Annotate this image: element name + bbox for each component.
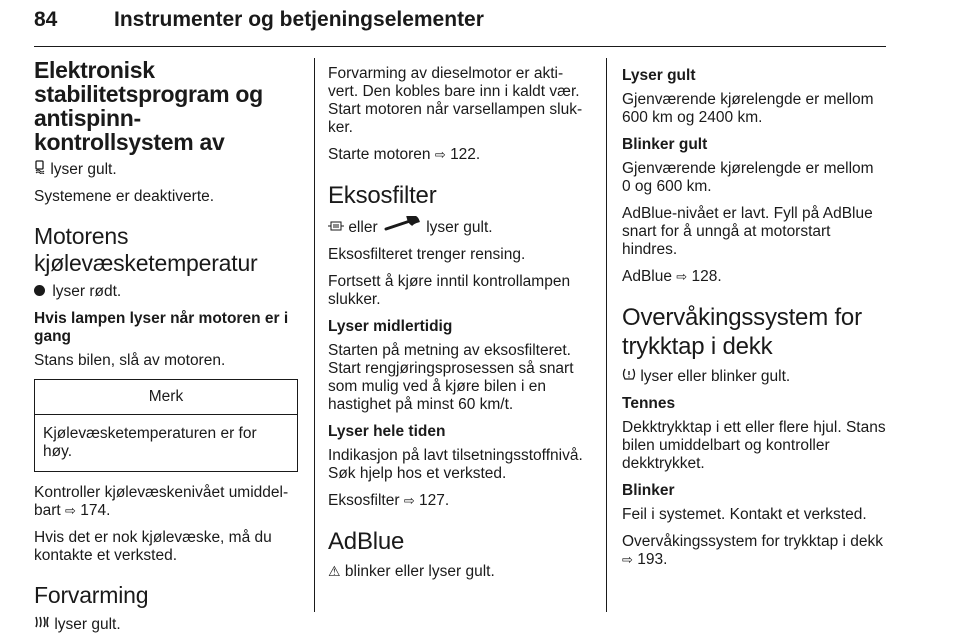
preheat-status: lyser gult. (34, 615, 298, 634)
adblue-heading: AdBlue (328, 528, 405, 555)
coolant-workshop: Hvis det er nok kjølevæske, må du kontakte et verksted. (34, 529, 272, 564)
temporary-heading: Lyser midlertidig (328, 318, 453, 335)
header-rule (34, 46, 886, 47)
note-text: Kjølevæsketemperaturen er for høy. (43, 425, 257, 460)
arrow-right-icon: ⇨ (65, 503, 76, 518)
start-engine-ref: Starte motoren ⇨ 122. (328, 146, 481, 163)
page-reference[interactable]: 193. (637, 551, 668, 568)
adblue-status: ⚠ blinker eller lyser gult. (328, 563, 495, 580)
esp-status: lyser gult. (34, 160, 298, 179)
coolant-heading: Motorens kjølevæsketemperatur (34, 223, 258, 276)
yellow-heading: Lyser gult (622, 67, 696, 84)
coolant-status: lyser rødt. (34, 283, 298, 301)
blink-yellow-text: Gjenværende kjørelengde er mellom 0 og 600 km. (622, 160, 874, 195)
coolant-subheading: Hvis lampen lyser når motoren er i gang (34, 310, 289, 345)
note-heading: Merk (35, 380, 297, 415)
temporary-text: Starten på metning av eksosfilteret. Start rengjøringsprosessen så snart som mulig ved å kjøre bilen i en hastighet på minst 60 km/t. (328, 342, 574, 413)
blink-yellow-heading: Blinker gult (622, 136, 708, 153)
constant-text: Indikasjon på lavt tilsetningsstoffnivå. Søk hjelp hos et verksted. (328, 447, 583, 482)
adblue-icon: ⚠ (328, 563, 341, 579)
red-dot-icon (34, 285, 45, 296)
tpms-reference: Overvåkingssystem for trykktap i dekk ⇨ 193. (622, 533, 883, 568)
coolant-check: Kontroller kjølevæskenivået umiddel-bart ⇨ 174. (34, 484, 289, 519)
esp-heading: Elektronisk stabilitetsprogram og antispinn-kontrollsystem av (34, 57, 263, 155)
dpf-heading: Eksosfilter (328, 182, 437, 209)
arrow-right-icon: ⇨ (403, 493, 415, 508)
arrow-right-icon: ⇨ (622, 552, 633, 567)
arrow-right-icon: ⇨ (434, 147, 446, 162)
dpf-reference: Eksosfilter ⇨ 127. (328, 492, 450, 509)
esp-off-icon (34, 160, 46, 179)
adblue-reference: AdBlue ⇨ 128. (622, 268, 722, 285)
tpms-status: lyser eller blinker gult. (622, 367, 886, 386)
dpf-clean-text: Eksosfilteret trenger rensing. (328, 246, 526, 263)
dpf-continue-text: Fortsett å kjøre inntil kontrollampen slukker. (328, 273, 571, 308)
page-reference[interactable]: 174. (80, 502, 111, 519)
tpms-heading: Overvåkingssystem for trykktap i dekk (622, 304, 862, 360)
column-2 (328, 60, 590, 590)
yellow-text: Gjenværende kjørelengde er mellom 600 km og 2400 km. (622, 91, 874, 126)
wrench-icon (382, 216, 422, 237)
page-header (34, 6, 886, 46)
page-reference[interactable]: 122. (450, 146, 481, 163)
blinker-text: Feil i systemet. Kontakt et verksted. (622, 506, 867, 523)
page-reference[interactable]: 128. (691, 268, 722, 285)
dpf-status: eller lyser gult. (328, 216, 590, 237)
preheat-heading: Forvarming (34, 582, 149, 608)
column-1 (34, 57, 298, 643)
on-text: Dekktrykktap i ett eller flere hjul. Stans bilen umiddelbart og kontroller dekktrykket. (622, 419, 886, 472)
tire-pressure-icon (622, 367, 636, 386)
preheat-info: Forvarming av dieselmotor er akti-vert. Den kobles bare inn i kaldt vær. Start motoren når varsellampen sluk-ker. (328, 65, 583, 136)
page-number: 84 (34, 8, 58, 31)
column-divider (314, 58, 315, 612)
glow-plug-icon (34, 615, 50, 634)
exhaust-filter-icon (328, 219, 344, 237)
constant-heading: Lyser hele tiden (328, 423, 446, 440)
note-box (34, 379, 298, 472)
esp-info: Systemene er deaktiverte. (34, 188, 215, 205)
chapter-title: Instrumenter og betjeningselementer (114, 8, 484, 31)
adblue-low-text: AdBlue-nivået er lavt. Fyll på AdBlue snart for å unngå at motorstart hindres. (622, 205, 873, 258)
column-3 (622, 60, 886, 578)
blinker-heading: Blinker (622, 482, 675, 499)
arrow-right-icon: ⇨ (676, 269, 688, 284)
page-reference[interactable]: 127. (419, 492, 450, 509)
column-divider (606, 58, 607, 612)
on-heading: Tennes (622, 395, 676, 412)
coolant-action: Stans bilen, slå av motoren. (34, 352, 226, 369)
